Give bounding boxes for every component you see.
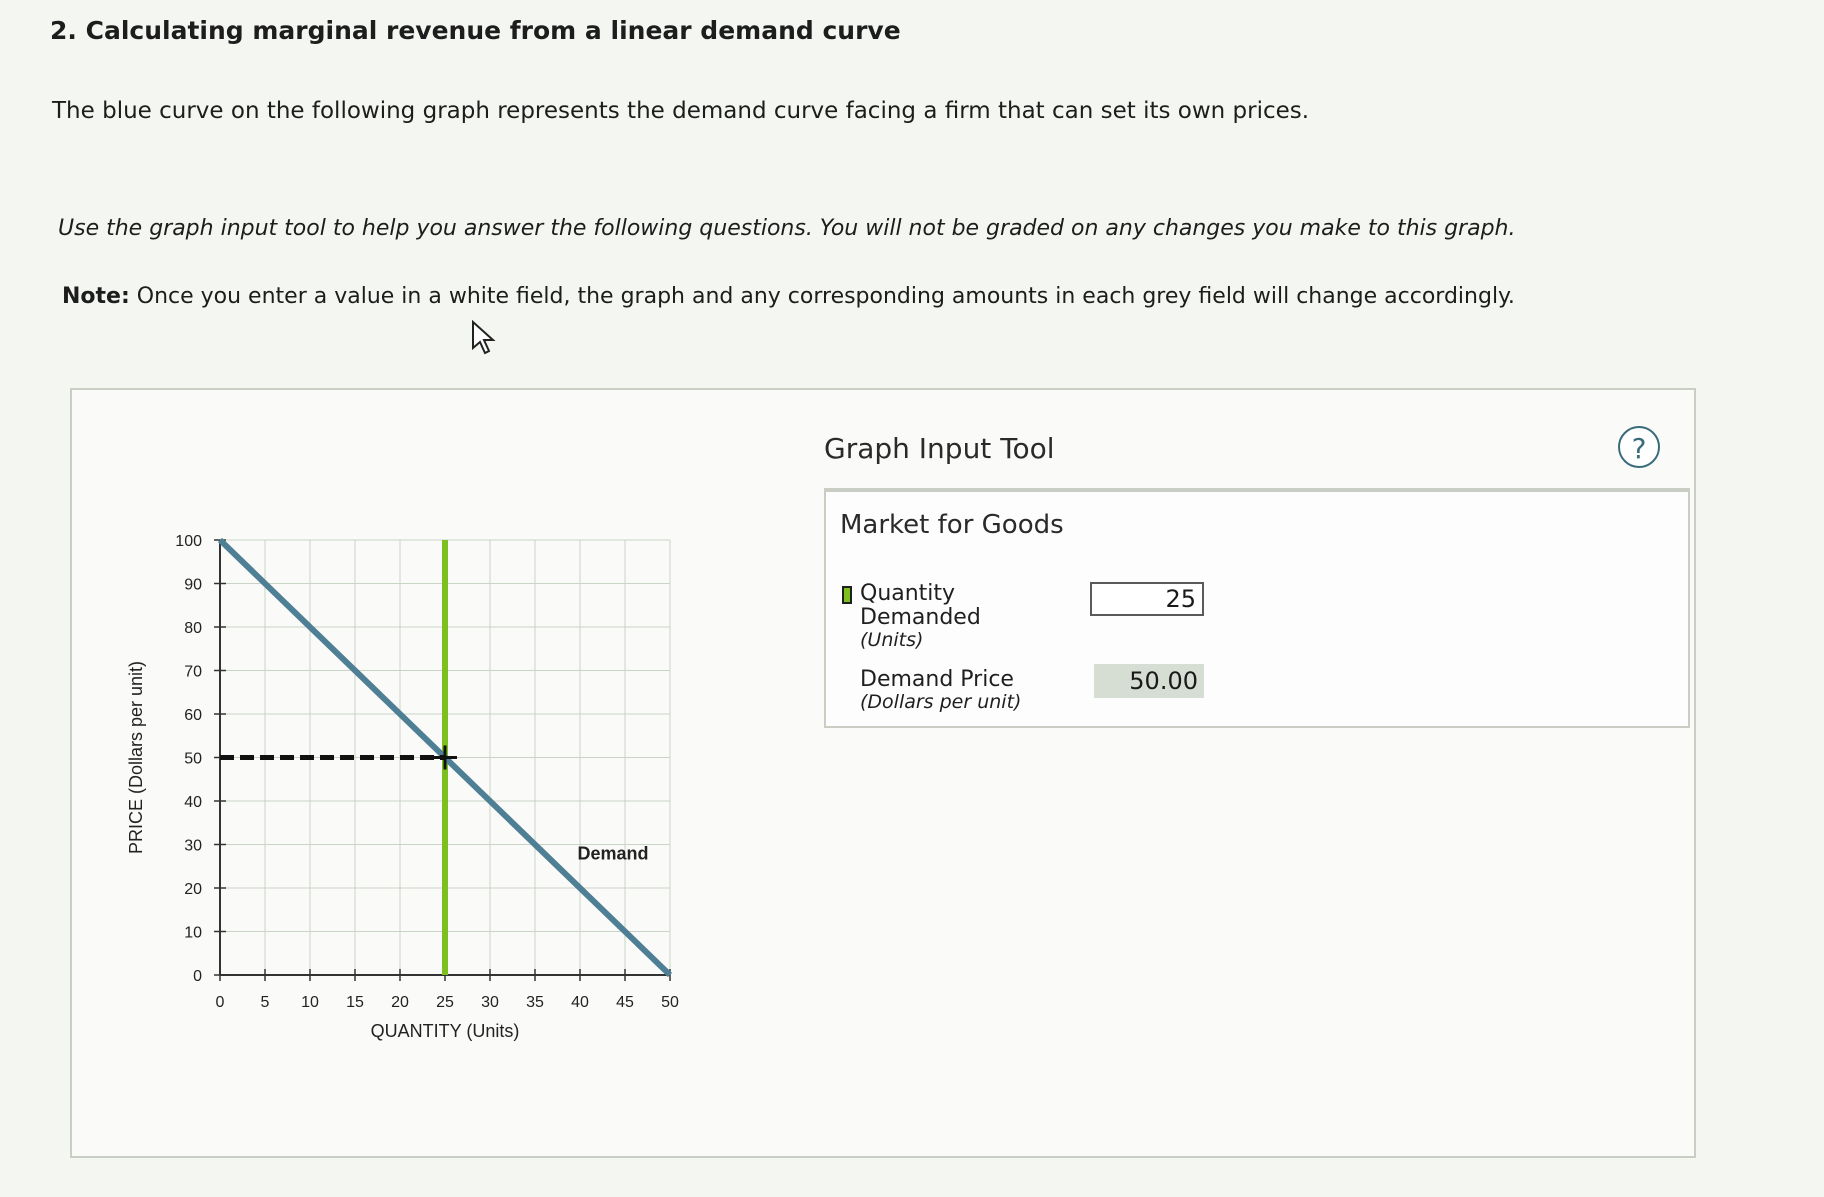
y-tick-label: 100 bbox=[175, 533, 202, 550]
quantity-label-line1: Quantity bbox=[860, 581, 956, 606]
x-tick-label: 5 bbox=[260, 994, 270, 1011]
demand-curve-label: Demand bbox=[577, 843, 649, 864]
quantity-label-line2: Demanded bbox=[860, 605, 981, 630]
demand-price-label bbox=[860, 668, 1021, 712]
y-axis-title: PRICE (Dollars per unit) bbox=[126, 660, 146, 855]
quantity-line-swatch bbox=[842, 586, 852, 604]
x-tick-label: 15 bbox=[346, 994, 364, 1011]
x-tick-label: 40 bbox=[571, 994, 589, 1011]
note-text bbox=[62, 284, 1515, 309]
x-axis-title: QUANTITY (Units) bbox=[370, 1021, 520, 1041]
y-tick-label: 10 bbox=[184, 924, 202, 942]
y-tick-label: 0 bbox=[193, 968, 202, 985]
y-tick-label: 20 bbox=[184, 881, 202, 898]
graph-input-tool-title: Graph Input Tool bbox=[824, 432, 1055, 465]
y-tick-label: 30 bbox=[184, 837, 202, 855]
x-tick-label: 45 bbox=[616, 994, 634, 1011]
x-tick-label: 20 bbox=[391, 994, 409, 1011]
y-tick-label: 60 bbox=[184, 707, 202, 724]
y-tick-label: 40 bbox=[184, 794, 202, 811]
price-label-main: Demand Price bbox=[860, 667, 1014, 692]
instruction-text: Use the graph input tool to help you answer the following questions. You will not be graded on any changes you make to this graph. bbox=[58, 216, 1516, 241]
question-heading: 2. Calculating marginal revenue from a linear demand curve bbox=[50, 16, 901, 45]
x-tick-label: 35 bbox=[526, 994, 544, 1011]
note-label: Note: bbox=[62, 284, 130, 309]
x-tick-label: 10 bbox=[301, 994, 319, 1011]
help-icon[interactable]: ? bbox=[1618, 426, 1660, 468]
y-tick-label: 80 bbox=[184, 620, 202, 637]
demand-price-output: 50.00 bbox=[1094, 664, 1204, 698]
quantity-demanded-label bbox=[860, 582, 981, 650]
quantity-demanded-input[interactable] bbox=[1090, 582, 1204, 616]
x-tick-label: 50 bbox=[661, 994, 679, 1011]
mouse-pointer-icon bbox=[470, 320, 498, 356]
x-tick-label: 30 bbox=[481, 994, 499, 1011]
price-unit: (Dollars per unit) bbox=[860, 691, 1022, 713]
y-tick-label: 90 bbox=[184, 576, 202, 594]
x-tick-label: 0 bbox=[215, 994, 225, 1011]
quantity-unit: (Units) bbox=[860, 629, 924, 651]
market-title: Market for Goods bbox=[840, 510, 1064, 540]
demand-graph[interactable] bbox=[110, 520, 720, 1060]
x-tick-label: 25 bbox=[436, 994, 454, 1011]
note-body: Once you enter a value in a white field, the graph and any corresponding amounts in each grey field will change accordingly. bbox=[129, 284, 1515, 309]
y-tick-label: 70 bbox=[184, 663, 202, 681]
question-intro: The blue curve on the following graph represents the demand curve facing a firm that can set its own prices. bbox=[52, 98, 1310, 124]
y-tick-label: 50 bbox=[184, 750, 202, 768]
